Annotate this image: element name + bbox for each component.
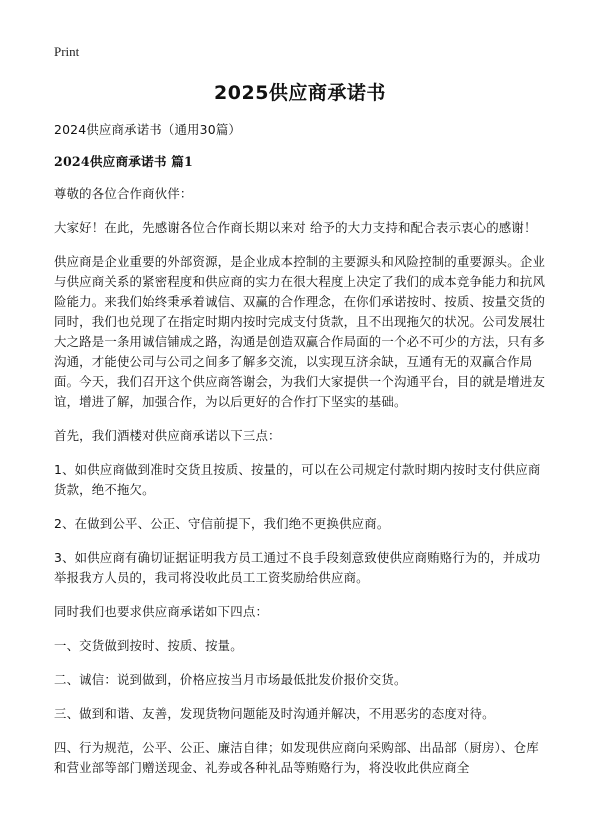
section-heading: 2024供应商承诺书 篇1 [54, 154, 193, 169]
paragraph-greeting: 大家好！在此，先感谢各位合作商长期以来对 给予的大力支持和配合表示衷心的感谢！ [54, 220, 537, 235]
requirement-item-3: 三、做到和谐、友善，发现货物问题能及时沟通并解决，不用恶劣的态度对待。 [54, 706, 495, 721]
requirement-item-1: 一、交货做到按时、按质、按量。 [54, 638, 243, 653]
print-link[interactable]: Print [54, 44, 80, 59]
promise-item-3: 3、如供应商有确切证据证明我方员工通过不良手段刻意致使供应商贿赂行为的，并成功举报我方人员的，我司将没收此员工工资奖励给供应商。 [54, 550, 541, 585]
promise-item-2: 2、在做到公平、公正、守信前提下，我们绝不更换供应商。 [54, 516, 390, 531]
document-subtitle: 2024供应商承诺书（通用30篇） [54, 122, 241, 137]
paragraph-requirement-heading: 同时我们也要求供应商承诺如下四点： [54, 604, 269, 619]
requirement-item-4: 四、行为规范，公平、公正、廉洁自律；如发现供应商向采购部、出品部（厨房）、仓库和营业部等部门赠送现金、礼券或各种礼品等贿赂行为，将没收此供应商全 [54, 740, 539, 775]
promise-item-1: 1、如供应商做到准时交货且按质、按量的，可以在公司规定付款时期内按时支付供应商货款，绝不拖欠。 [54, 462, 541, 497]
document-body [54, 120, 546, 792]
paragraph-promise-heading: 首先，我们酒楼对供应商承诺以下三点： [54, 428, 281, 443]
salutation: 尊敬的各位合作商伙伴： [54, 186, 193, 201]
requirement-item-2: 二、诚信：说到做到，价格应按当月市场最低批发价报价交货。 [54, 672, 407, 687]
paragraph-intro: 供应商是企业重要的外部资源，是企业成本控制的主要源头和风险控制的重要源头。企业与供应商关系的紧密程度和供应商的实力在很大程度上决定了我们的成本竞争能力和抗风险能力。来我们始终秉承着诚信、双赢的合作理念，在你们承诺按时、按质、按量交货的同时，我们也兑现了在指定时期内按时完成支付货款，且不出现拖欠的状况。公司发展壮大之路是一条用诚信铺成之路，沟通是创造双赢合作局面的一个必不可少的方法，只有多沟通，才能使公司与公司之间多了解多交流，以实现互济余缺，互通有无的双赢合作局面。今天，我们召开这个供应商答谢会，为我们大家提供一个沟通平台，目的就是增进友谊，增进了解，加强合作，为以后更好的合作打下坚实的基础。 [54, 254, 546, 409]
page-title: 2025供应商承诺书 [214, 82, 386, 104]
